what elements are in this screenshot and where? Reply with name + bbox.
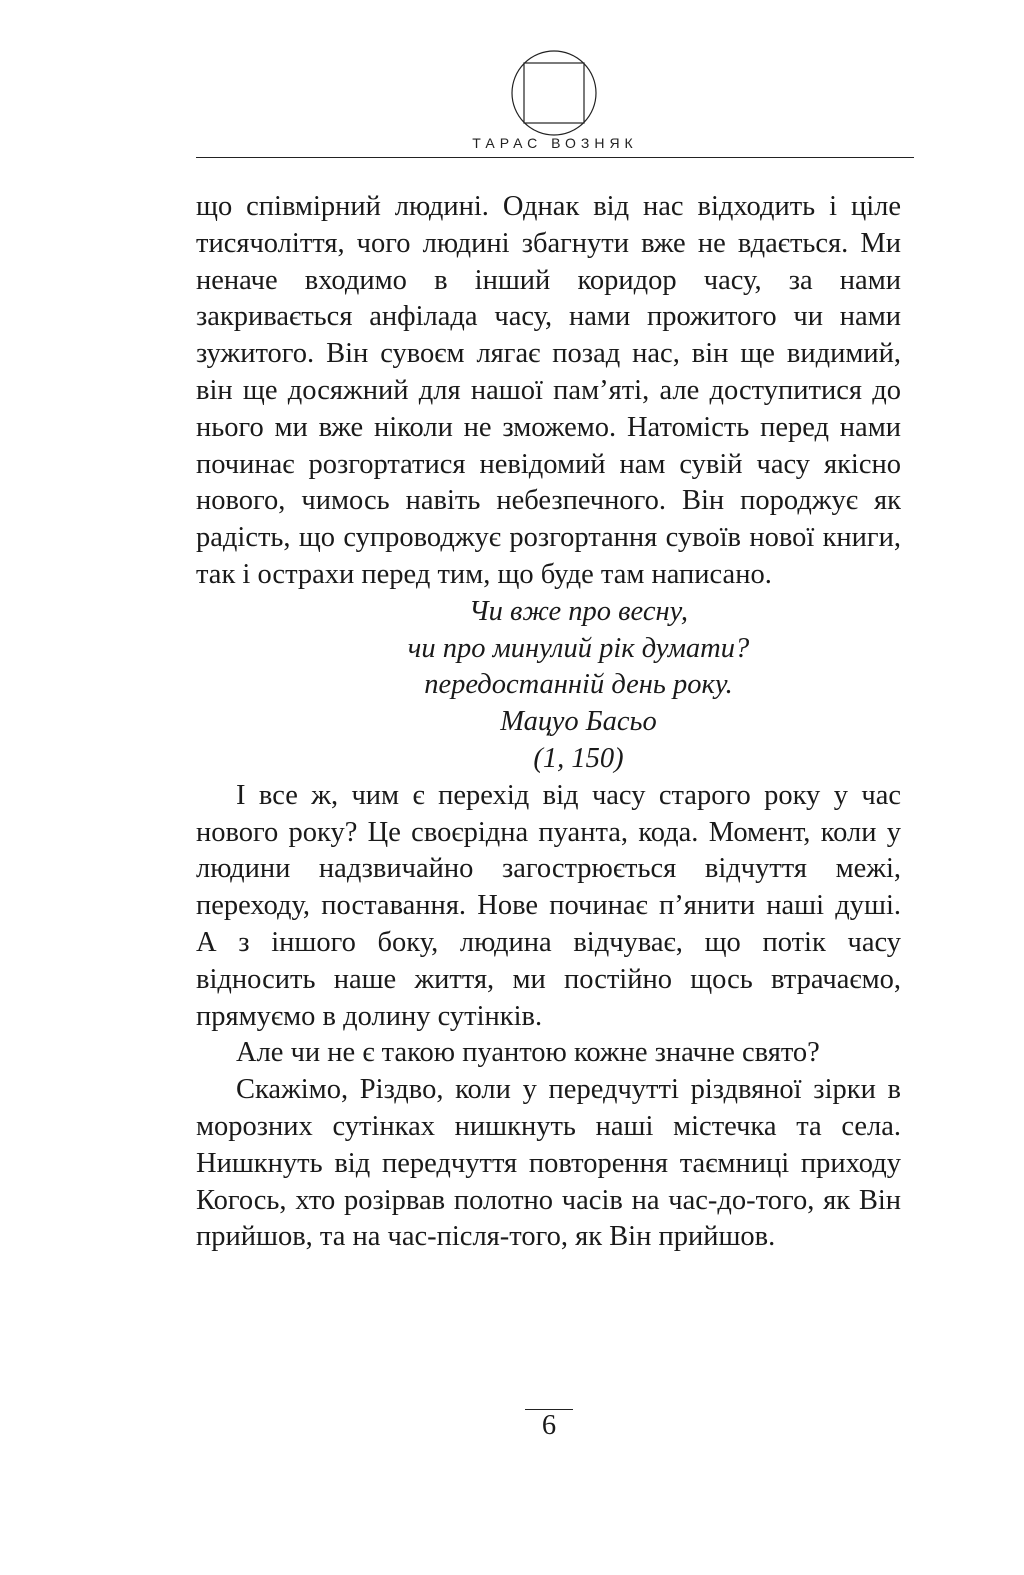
haiku-line-2: чи про минулий рік думати?	[407, 632, 750, 664]
haiku-line-3: передостанній день року.	[424, 669, 733, 701]
paragraph: Скажімо, Різдво, коли у передчутті різдвяної зірки в морозних сутінках нишкнуть наші містечка та села. Нишкнуть від передчуття повторення таємниці приходу Когось, хто розірвав полотно часів на час-до-того, як Він прийшов, та на час-після-того, як Він прийшов.	[196, 1074, 901, 1253]
running-header-author: ТАРАС ВОЗНЯК	[472, 135, 638, 151]
circle-square-emblem-icon	[510, 49, 598, 137]
haiku-epigraph	[196, 594, 901, 778]
page-body	[196, 189, 901, 1256]
paragraph-continued: що співмірний людині. Однак від нас відходить і ціле тисячоліття, чого людині збагнути вже не вдається. Ми неначе входимо в інший коридор часу, за нами закривається анфілада часу, нами прожитого чи нами зужитого. Він сувоєм лягає позад нас, він ще видимий, він ще досяжний для нашої пам’яті, але доступитися до нього ми вже ніколи не зможемо. Натомість перед нами починає розгортатися невідомий нам сувій часу якісно нового, чимось навіть небезпечного. Він породжує як радість, що супроводжує розгортання сувоїв нової книги, так і острахи перед тим, що буде там написано.	[196, 191, 901, 590]
haiku-author: Мацуо Басьо	[500, 706, 657, 738]
haiku-line-1: Чи вже про весну,	[469, 595, 688, 627]
page-number: 6	[541, 1410, 557, 1441]
paragraph: І все ж, чим є перехід від часу старого року у час нового року? Це своєрідна пуанта, кода. Момент, коли у людини надзвичайно загострюється відчуття межі, переходу, поставання. Нове починає п’янити наші душі. А з іншого боку, людина відчуває, що потік часу відносить наше життя, ми постійно щось втрачаємо, прямуємо в долину сутінків.	[196, 779, 901, 1032]
paragraph: Але чи не є такою пуантою кожне значне свято?	[236, 1037, 820, 1069]
header-divider	[196, 157, 914, 158]
haiku-source: (1, 150)	[533, 742, 624, 774]
